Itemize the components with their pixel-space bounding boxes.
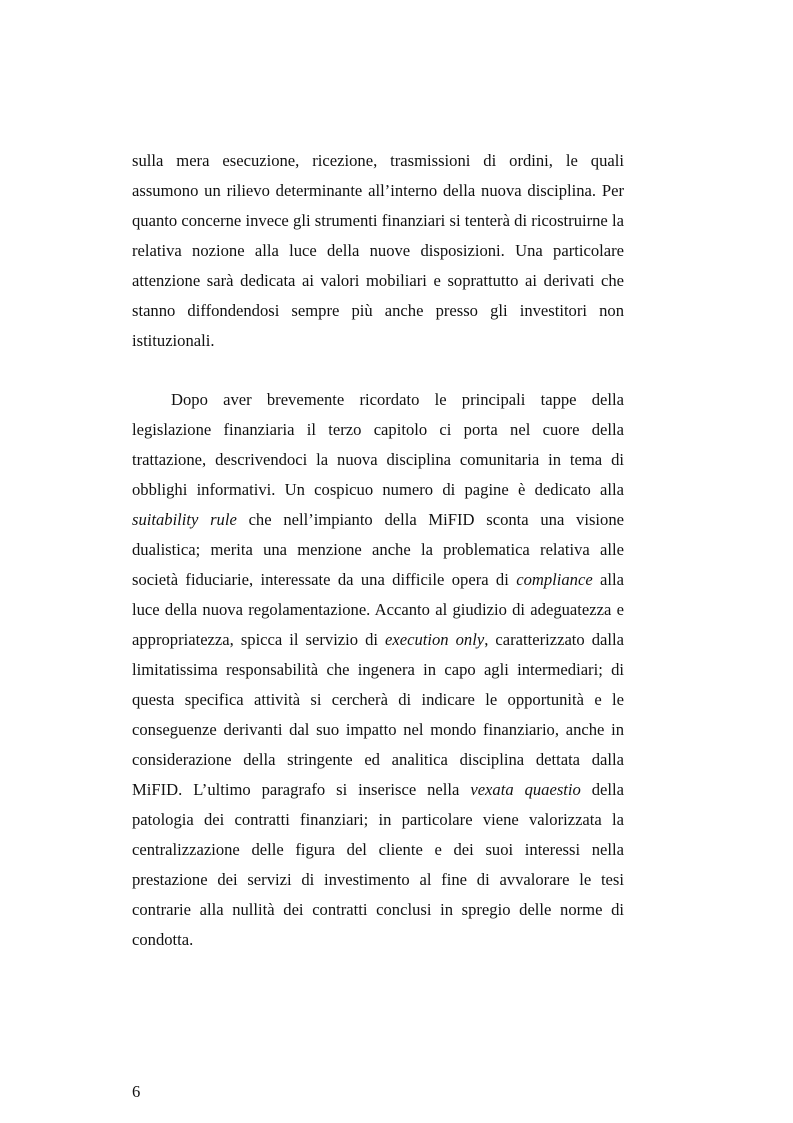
paragraph-2: [132, 385, 624, 955]
paragraph-2-run-3: che nell’impianto della MiFID sconta una visione dualistica; merita una menzione anche la problematica relativa alle società fiduciarie, interessate da una difficile opera di: [132, 510, 624, 589]
paragraph-2-run-5: alla luce della nuova regolamentazione. Accanto al giudizio di adeguatezza e appropriatezza, spicca il servizio di: [132, 570, 625, 649]
paragraph-2-run-1: Dopo aver brevemente ricordato le principali tappe della legislazione finanziaria il terzo capitolo ci porta nel cuore della trattazione, descrivendoci la nuova disciplina comunitaria in tema di obblighi informativi. Un cospicuo numero di pagine è dedicato alla: [132, 390, 624, 499]
italic-term-execution-only: execution only: [385, 630, 485, 649]
paragraph-2-run-9: della patologia dei contratti finanziari; in particolare viene valorizzata la centralizzazione delle figura del cliente e dei suoi interessi nella prestazione dei servizi di investimento al fine di avvalorare le tesi contrarie alla nullità dei contratti conclusi in spregio delle norme di condotta.: [132, 780, 625, 949]
italic-term-suitability-rule: suitability rule: [132, 510, 237, 529]
page-number: 6: [132, 1082, 141, 1101]
italic-term-compliance: compliance: [516, 570, 593, 589]
document-body: [132, 146, 624, 955]
paragraph-1-run-1: sulla mera esecuzione, ricezione, trasmissioni di ordini, le quali assumono un rilievo determinante all’interno della nuova disciplina. Per quanto concerne invece gli strumenti finanziari si tenterà di ricostruirne la relativa nozione alla luce della nuove disposizioni. Una particolare attenzione sarà dedicata ai valori mobiliari e soprattutto ai derivati che stanno diffondendosi sempre più anche presso gli investitori non istituzionali.: [132, 151, 624, 350]
paragraph-1: [132, 146, 624, 356]
paragraph-2-run-7: , caratterizzato dalla limitatissima responsabilità che ingenera in capo agli intermediari; di questa specifica attività si cercherà di indicare le opportunità e le conseguenze derivanti dal suo impatto nel mondo finanziario, anche in considerazione della stringente ed analitica disciplina dettata dalla MiFID. L’ultimo paragrafo si inserisce nella: [132, 630, 624, 799]
italic-term-vexata-quaestio: vexata quaestio: [470, 780, 581, 799]
